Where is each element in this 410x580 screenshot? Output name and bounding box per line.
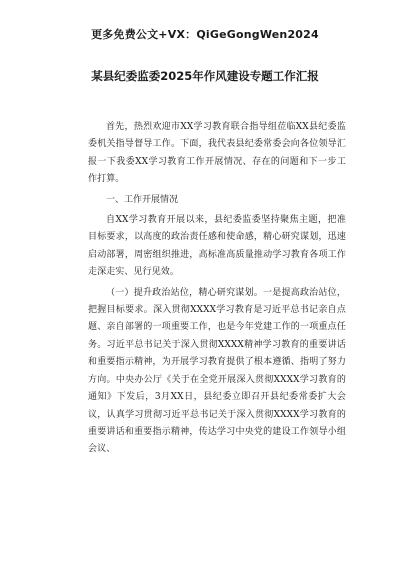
promo-header: 更多免费公文+VX：QiGeGongWen2024 — [91, 28, 319, 41]
document-title: 某县纪委监委2025年作风建设专题工作汇报 — [91, 69, 319, 83]
intro-paragraph: 首先，热烈欢迎市XX学习教育联合指导组莅临XX县纪委监委机关指导督导工作。下面，我代表县纪委常委会向各位领导汇报一下我委XX学习教育工作开展情况、存在的问题和下一步工作打算。 — [88, 122, 346, 185]
section-heading: 一、工作开展情况 — [106, 194, 179, 205]
body-paragraph: 自XX学习教育开展以来，县纪委监委坚持聚焦主题，把准目标要求，以高度的政治责任感和使命感，精心研究谋划，迅速启动部署，周密组织推进，高标准高质量推动学习教育各项工作走深走实、见行见效。 — [88, 215, 346, 278]
document-body — [88, 119, 346, 459]
body-paragraph: （一）提升政治站位，精心研究谋划。一是提高政治站位，把握目标要求。深入贯彻XXXX学习教育是习近平总书记亲自点题、亲自部署的一项重要工作，也是今年党建工作的一项重点任务。习近平总书记关于深入贯彻XXXX精神学习教育的重要讲话和重要指示精神，为开展学习教育提供了根本遵循、指明了努力方向。中央办公厅《关于在全党开展深入贯彻XXXX学习教育的通知》下发后，3月XX日，县纪委立即召开县纪委常委扩大会议，认真学习贯彻习近平总书记关于深入贯彻XXXX学习教育的重要讲话和重要指示精神，传达学习中央党的建设工作领导小组会议、 — [88, 287, 346, 455]
